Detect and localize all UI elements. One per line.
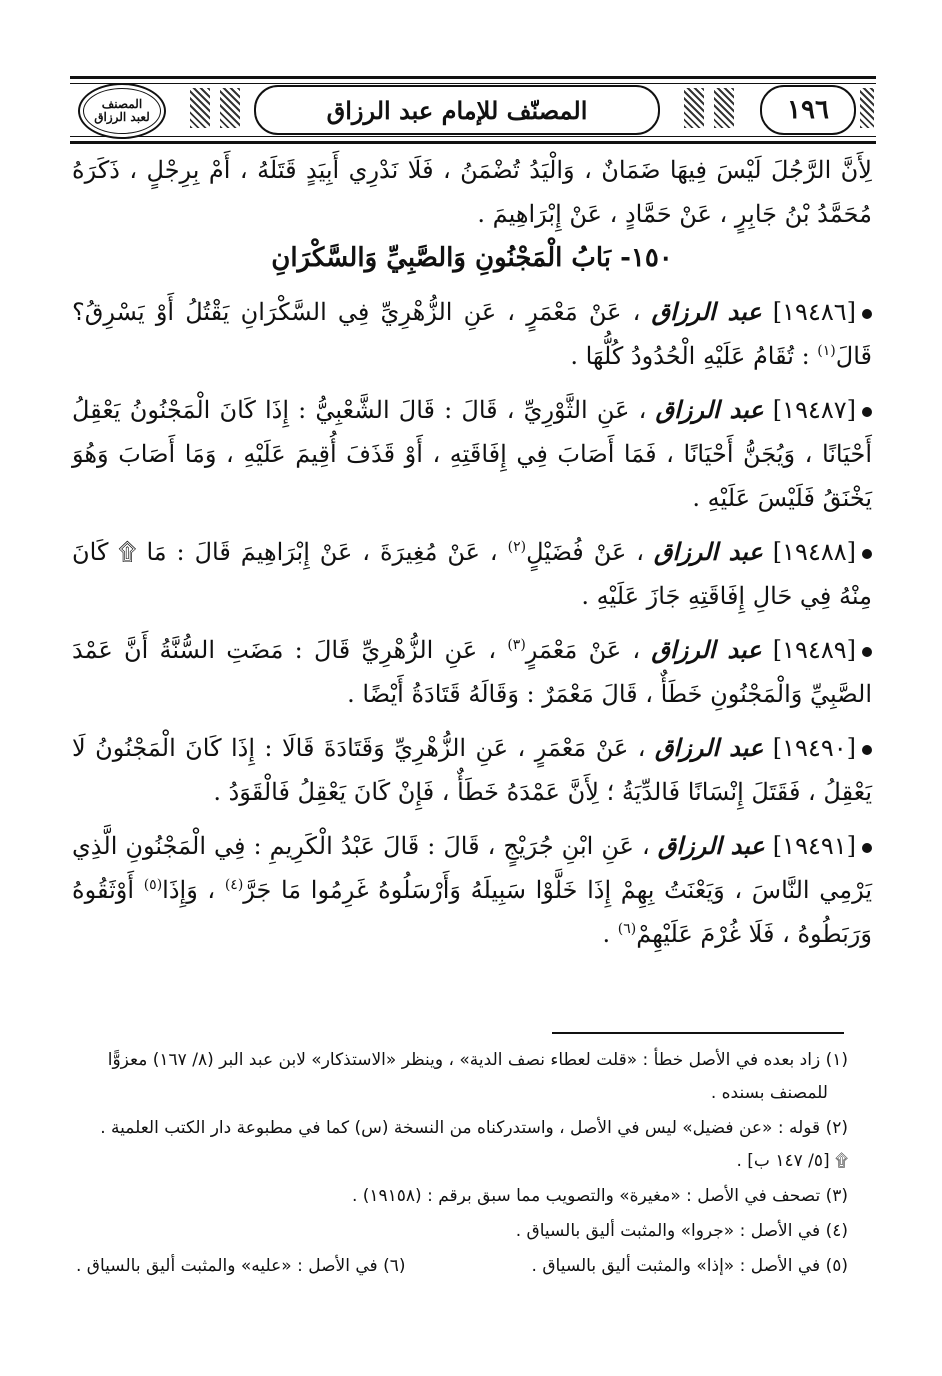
hadith-text: . [602,920,611,948]
hadith-text: ، عَنْ مَعْمَرٍ ، عَنِ الزُّهْرِيِّ فِي السَّكْرَانِ يَقْتُلُ أَوْ يَسْرِقُ؟ قَالَ [72,298,872,370]
footnotes [76,1044,848,1283]
bullet-icon [862,407,872,417]
hadith-number: [١٩٤٨٨] [772,538,856,566]
running-title: المصنّف للإمام عبد الرزاق [254,85,660,135]
chapter-heading: ١٥٠- بَابُ الْمَجْنُونِ وَالصَّبِيِّ وَالسَّكْرَانِ [271,243,673,273]
hadith-number: [١٩٤٩٠] [772,734,856,762]
narrator: عبد الرزاق [653,537,763,566]
narrator: عبد الرزاق [654,733,764,762]
footnote: (٣) تصحف في الأصل : «مغيرة» والتصويب مما سبق برقم : (١٩١٥٨) . [351,1186,848,1206]
footnote-text: (٢) قوله : «عن فضيل» ليس في الأصل ، واستدركناه من النسخة (س) كما في مطبوعة دار الكتب العلمية . [100,1118,848,1138]
hadith-text: ، عَنْ مُغِيرَةَ ، عَنْ إِبْرَاهِيمَ قَالَ : مَا ۩ كَانَ مِنْهُ فِي حَالِ إِفَاقَتِهِ جَازَ عَلَيْهِ . [72,538,872,610]
intro-line: لِأَنَّ الرَّجُلَ لَيْسَ فِيهَا ضَمَانٌ ، وَالْيَدُ تُضْمَنُ ، فَلَا نَدْرِي أَبِيَدٍ قَتَلَهُ ، أَمْ بِرِجْلٍ ، ذَكَرَهُ [72,156,872,184]
footnote: (٦) في الأصل : «عليه» والمثبت أليق بالسياق . [76,1256,406,1276]
bullet-icon [862,309,872,319]
book-seal [78,83,166,139]
footnote-text: (١) زاد بعده في الأصل خطأ : «قلت لعطاء نصف الدية» ، وينظر «الاستذكار» لابن عبد البر (٨/ ١٦٧) معزوًّا [107,1050,848,1070]
ornament-icon [860,88,874,128]
bullet-icon [862,745,872,755]
footnote: (٥) في الأصل : «إذا» والمثبت أليق بالسياق . [531,1256,848,1276]
page-header [70,76,876,144]
hadith-text: ، عَنِ الزُّهْرِيِّ قَالَ : مَضَتِ السُّنَّةُ أَنَّ عَمْدَ الصَّبِيِّ وَالْمَجْنُونِ خَطَأٌ ، قَالَ مَعْمَرٌ : وَقَالَهُ قَتَادَةُ أَيْضًا . [72,636,872,708]
seal-line: لعبد الرزاق [94,110,150,124]
footnote-row [76,1250,848,1283]
narrator: عبد الرزاق [657,831,765,860]
intro-paragraph [72,148,872,236]
page-number: ١٩٦ [760,85,856,135]
narrator: عبد الرزاق [651,297,762,326]
footnote-divider [552,1032,844,1034]
footnote-ref: (١) [817,343,836,359]
bullet-icon [862,843,872,853]
footnote-ref: (٢) [507,539,527,555]
hadith-entry [72,388,872,520]
hadith-number: [١٩٤٨٧] [772,396,856,424]
ornament-icon [220,88,240,128]
intro-line: مُحَمَّدُ بْنُ جَابِرٍ ، عَنْ حَمَّادٍ ، عَنْ إِبْرَاهِيمَ . [477,200,872,228]
seal-line: المصنف [101,97,143,111]
hadith-entry [72,530,872,618]
hadith-entry [72,726,872,814]
footnote [76,1112,848,1178]
footnote-ref: (٦) [617,921,637,937]
hadith-text: ، عَنْ مَعْمَرٍ ، عَنِ الزُّهْرِيِّ وَقَتَادَةَ قَالَا : إِذَا كَانَ الْمَجْنُونُ لَا يَعْقِلُ ، فَقَتَلَ إِنْسَانًا فَالدِّيَةُ ؛ لِأَنَّ عَمْدَهُ خَطَأٌ ، فَإِنْ كَانَ يَعْقِلُ فَالْقَوَدُ . [72,734,872,806]
hadith-number: [١٩٤٨٩] [772,636,856,664]
bullet-icon [862,549,872,559]
narrator: عبد الرزاق [651,635,762,664]
hadith-text: ، عَنْ مَعْمَرٍ [525,636,641,664]
ornament-icon [684,88,704,128]
narrator: عبد الرزاق [655,395,764,424]
hadith-number: [١٩٤٩١] [772,832,856,860]
hadith-text: ، عَنِ ابْنِ جُرَيْجٍ ، قَالَ : قَالَ عَبْدُ الْكَرِيمِ : فِي الْمَجْنُونِ الَّذِي يَرْمِي النَّاسَ ، وَيَعْنَتُ بِهِمْ إِذَا خَلَّوْا سَبِيلَهُ وَأَرْسَلُوهُ غَرِمُوا مَا جَرَّ [72,832,873,904]
footnote-text: ۩ [٥/ ١٤٧ ب] . [736,1151,848,1171]
footnote-ref: (٣) [507,637,526,653]
ornament-icon [714,88,734,128]
bullet-icon [862,647,872,657]
footnote: (٤) في الأصل : «جروا» والمثبت أليق بالسياق . [515,1221,848,1241]
hadith-text: ، عَنِ الثَّوْرِيِّ ، قَالَ : قَالَ الشَّعْبِيُّ : إِذَا كَانَ الْمَجْنُونُ يَعْقِلُ أَحْيَانًا ، وَيُجَنُّ أَحْيَانًا ، فَمَا أَصَابَ فِي إِفَاقَتِهِ ، أَوْ قَذَفَ أُقِيمَ عَلَيْهِ ، وَمَا أَصَابَ وَهُوَ يَخْنَقُ فَلَيْسَ عَلَيْهِ . [72,396,872,512]
ornament-icon [190,88,210,128]
footnote [76,1044,848,1110]
hadith-entry [72,628,872,716]
footnote-text: للمصنف بسنده . [710,1083,828,1103]
hadith-text: ، عَنْ فُضَيْلٍ [526,538,644,566]
hadith-entry [72,824,872,956]
footnote-ref: (٤) [224,877,244,893]
main-text [72,148,872,956]
hadith-text: : تُقَامُ عَلَيْهِ الْحُدُودُ كُلُّهَا . [570,342,810,370]
hadith-entry [72,290,872,378]
footnote-ref: (٥) [143,877,163,893]
hadith-text: ، وَإِذَا [162,876,216,904]
hadith-number: [١٩٤٨٦] [772,298,856,326]
hadith-text: أَوْثَقُوهُ وَرَبَطُوهُ ، فَلَا غُرْمَ عَلَيْهِمْ [72,876,872,948]
